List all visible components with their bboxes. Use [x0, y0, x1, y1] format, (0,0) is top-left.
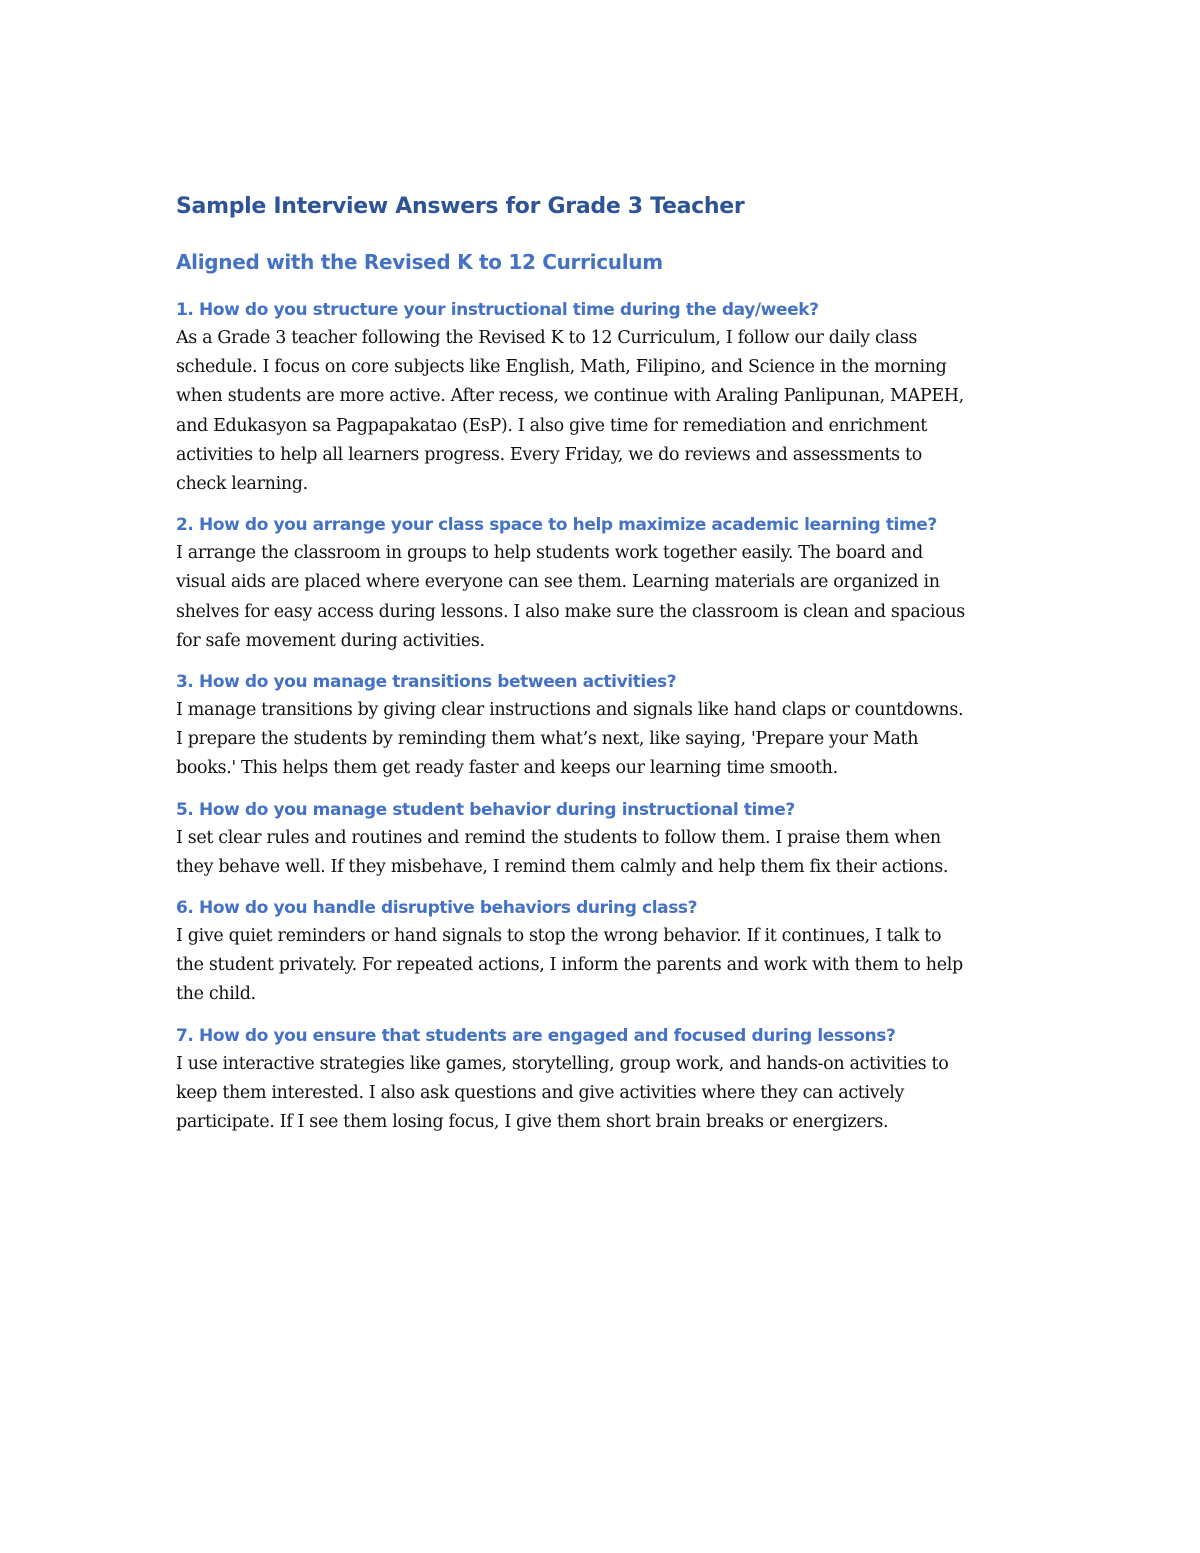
- answer-line: they behave well. If they misbehave, I remind them calmly and help them fix their actions.: [176, 856, 949, 877]
- document-subtitle: Aligned with the Revised K to 12 Curriculum: [176, 250, 663, 274]
- answer-line: when students are more active. After recess, we continue with Araling Panlipunan, MAPEH,: [176, 386, 964, 407]
- answer-paragraph: [176, 696, 1036, 784]
- question-heading: 3. How do you manage transitions between activities?: [176, 672, 677, 693]
- answer-paragraph: [176, 539, 1036, 656]
- qa-item: [176, 796, 1036, 882]
- answer-line: I manage transitions by giving clear instructions and signals like hand claps or countdowns.: [176, 700, 964, 721]
- question-heading: 5. How do you manage student behavior during instructional time?: [176, 799, 795, 820]
- answer-paragraph: [176, 922, 1036, 1010]
- answer-line: the student privately. For repeated actions, I inform the parents and work with them to help: [176, 955, 963, 976]
- answer-line: visual aids are placed where everyone can see them. Learning materials are organized in: [176, 572, 940, 593]
- answer-line: shelves for easy access during lessons. I also make sure the classroom is clean and spacious: [176, 601, 965, 622]
- qa-list: [176, 296, 1036, 1137]
- answer-line: check learning.: [176, 474, 308, 495]
- answer-line: activities to help all learners progress. Every Friday, we do reviews and assessments to: [176, 444, 922, 465]
- question-heading: 1. How do you structure your instructional time during the day/week?: [176, 300, 819, 320]
- question-heading: 2. How do you arrange your class space to help maximize academic learning time?: [176, 515, 937, 536]
- answer-line: for safe movement during activities.: [176, 630, 485, 651]
- qa-item: [176, 1022, 1036, 1138]
- answer-line: keep them interested. I also ask questions and give activities where they can actively: [176, 1082, 905, 1103]
- answer-line: books.' This helps them get ready faster and keeps our learning time smooth.: [176, 758, 838, 779]
- answer-line: I give quiet reminders or hand signals to stop the wrong behavior. If it continues, I talk to: [176, 926, 942, 947]
- question-heading: 7. How do you ensure that students are engaged and focused during lessons?: [176, 1025, 896, 1046]
- answer-line: I prepare the students by reminding them what’s next, like saying, 'Prepare your Math: [176, 729, 919, 750]
- question-heading: 6. How do you handle disruptive behaviors during class?: [176, 898, 698, 919]
- qa-item: [176, 668, 1036, 784]
- qa-item: [176, 296, 1036, 499]
- document-title: Sample Interview Answers for Grade 3 Teacher: [176, 194, 745, 219]
- answer-line: and Edukasyon sa Pagpapakatao (EsP). I also give time for remediation and enrichment: [176, 415, 927, 436]
- answer-line: schedule. I focus on core subjects like English, Math, Filipino, and Science in the morning: [176, 357, 947, 378]
- answer-line: I arrange the classroom in groups to help students work together easily. The board and: [176, 543, 923, 564]
- answer-line: I use interactive strategies like games, storytelling, group work, and hands-on activities to: [176, 1053, 949, 1074]
- answer-paragraph: [176, 824, 1036, 882]
- answer-paragraph: [176, 324, 1036, 499]
- qa-item: [176, 511, 1036, 656]
- answer-paragraph: [176, 1050, 1036, 1138]
- qa-item: [176, 894, 1036, 1010]
- document-content: [176, 190, 1036, 1149]
- answer-line: I set clear rules and routines and remind the students to follow them. I praise them when: [176, 827, 941, 848]
- answer-line: participate. If I see them losing focus, I give them short brain breaks or energizers.: [176, 1112, 889, 1133]
- answer-line: As a Grade 3 teacher following the Revised K to 12 Curriculum, I follow our daily class: [176, 328, 918, 348]
- answer-line: the child.: [176, 984, 256, 1005]
